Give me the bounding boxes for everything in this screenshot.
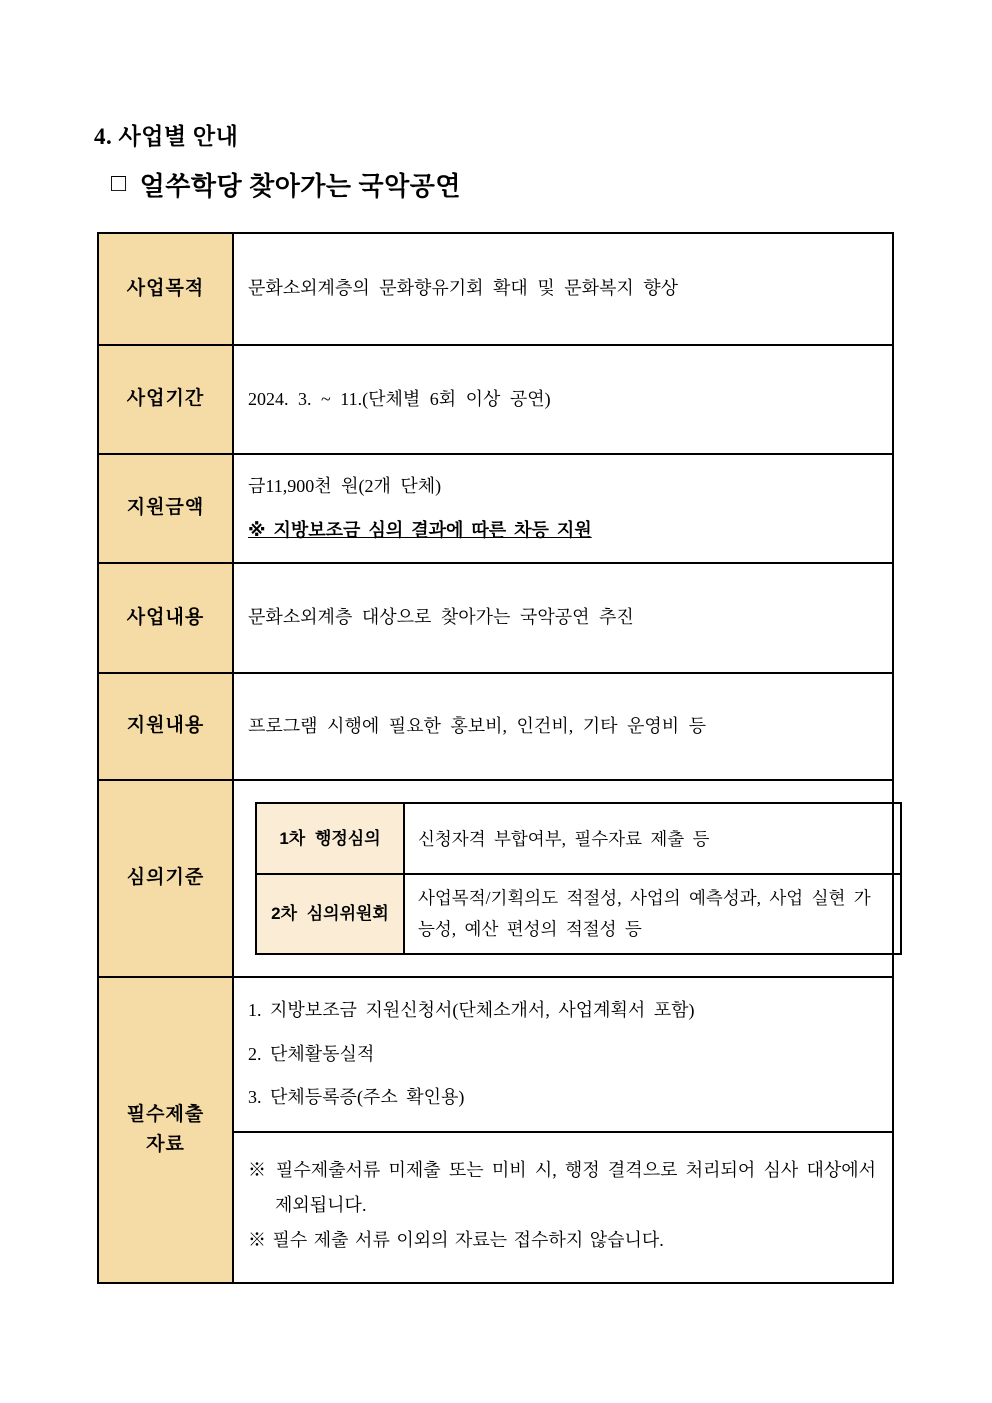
row-label-documents: [98, 977, 233, 1283]
document-item-1: 1. 지방보조금 지원신청서(단체소개서, 사업계획서 포함): [248, 999, 695, 1020]
criteria-row-1: [256, 803, 901, 874]
row-label-criteria: 심의기준: [98, 780, 233, 977]
criteria-row-2: [256, 874, 901, 953]
row-content-purpose: 문화소외계층의 문화향유기회 확대 및 문화복지 향상: [233, 233, 893, 345]
table-row: [98, 673, 893, 780]
documents-label-line-2: 자료: [146, 1134, 185, 1155]
amount-note: ※ 지방보조금 심의 결과에 따른 차등 지원: [248, 519, 592, 540]
criteria-desc-2: 사업목적/기획의도 적절성, 사업의 예측성과, 사업 실현 가능성, 예산 편성의 적절성 등: [404, 874, 901, 953]
document-item-2: 2. 단체활동실적: [248, 1043, 375, 1064]
criteria-stage-2: 2차 심의위원회: [256, 874, 404, 953]
document-item-3: 3. 단체등록증(주소 확인용): [248, 1087, 465, 1108]
row-label-period: 사업기간: [98, 345, 233, 454]
row-content-criteria: [233, 780, 893, 977]
program-info-table: [97, 232, 894, 1284]
criteria-desc-1: 신청자격 부합여부, 필수자료 제출 등: [404, 803, 901, 874]
amount-value: 금11,900천 원(2개 단체): [248, 475, 442, 496]
row-label-purpose: 사업목적: [98, 233, 233, 345]
documents-note-1: ※ 필수제출서류 미제출 또는 미비 시, 행정 결격으로 처리되어 심사 대상에서 제외됩니다.: [248, 1159, 876, 1215]
row-content-support: 프로그램 시행에 필요한 홍보비, 인건비, 기타 운영비 등: [233, 673, 893, 780]
documents-label-line-1: 필수제출: [126, 1103, 205, 1125]
documents-note-2: ※ 필수 제출 서류 이외의 자료는 접수하지 않습니다.: [248, 1230, 664, 1251]
criteria-table: [255, 802, 902, 954]
table-row: [98, 977, 893, 1132]
section-title: 얼쑤학당 찾아가는 국악공연: [139, 172, 462, 201]
row-label-support: 지원내용: [98, 673, 233, 780]
section-heading: [111, 166, 461, 203]
table-row: [98, 780, 893, 977]
table-row: [98, 345, 893, 454]
table-row: [98, 233, 893, 345]
row-content-documents-notes: [233, 1132, 893, 1283]
row-label-business: 사업내용: [98, 563, 233, 673]
criteria-stage-1: 1차 행정심의: [256, 803, 404, 874]
row-content-documents-list: [233, 977, 893, 1132]
table-row: [98, 563, 893, 673]
table-row: [98, 454, 893, 563]
row-content-period: 2024. 3. ~ 11.(단체별 6회 이상 공연): [233, 345, 893, 454]
row-content-business: 문화소외계층 대상으로 찾아가는 국악공연 추진: [233, 563, 893, 673]
row-content-amount: [233, 454, 893, 563]
page-title: 4. 사업별 안내: [94, 124, 239, 149]
row-label-amount: 지원금액: [98, 454, 233, 563]
square-bullet-icon: □: [111, 170, 127, 197]
